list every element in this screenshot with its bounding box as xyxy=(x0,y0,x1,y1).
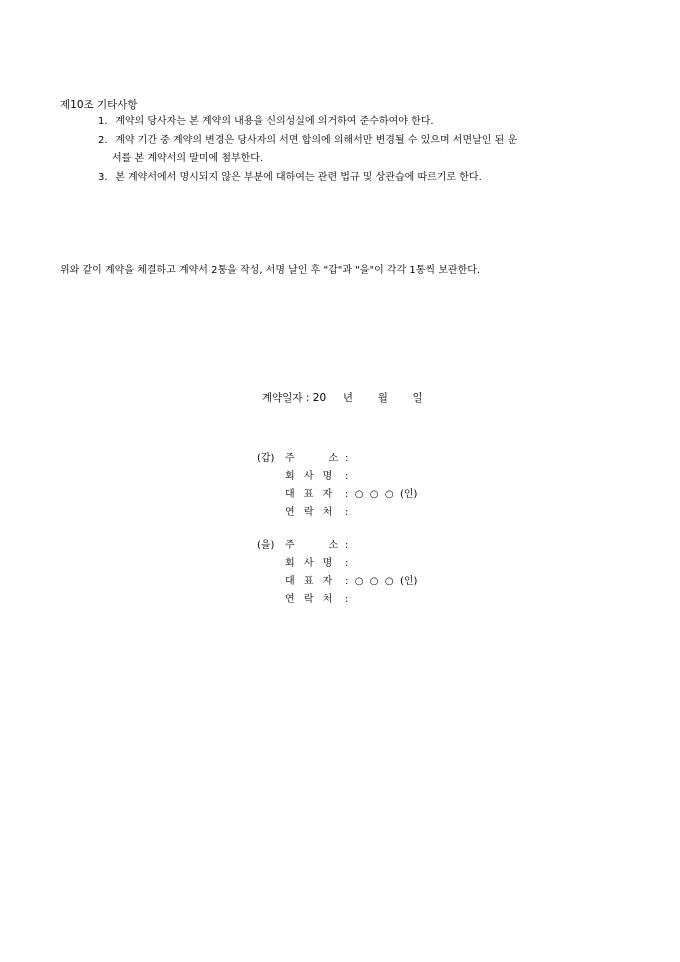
field-value: : xyxy=(345,453,349,464)
field-value: : ○ ○ ○ (인) xyxy=(345,489,418,500)
field-value: : xyxy=(345,540,349,551)
party-b-company xyxy=(285,554,348,569)
clause-3 xyxy=(98,171,482,185)
clause-text: 계약의 당사자는 본 계약의 내용을 신의성실에 의거하여 준수하여야 한다. xyxy=(115,116,434,127)
field-value: : xyxy=(345,558,349,569)
field-label: 회 사 명 xyxy=(285,471,336,482)
party-a-representative xyxy=(285,485,417,500)
field-value: : xyxy=(345,507,349,518)
article-title: 제10조 기타사항 xyxy=(60,99,138,111)
contract-date xyxy=(262,390,423,405)
field-value: : xyxy=(345,594,349,605)
contract-date-year: 년 xyxy=(342,392,353,404)
field-label: 연 락 처 xyxy=(285,507,336,518)
clause-1 xyxy=(98,115,434,129)
party-b-contact xyxy=(285,590,348,605)
party-a-label: (갑) xyxy=(257,453,275,464)
clause-text: 계약 기간 중 계약의 변경은 당사자의 서면 합의에 의해서만 변경될 수 있으며 서면날인 된 운 xyxy=(115,135,518,146)
clause-number: 2. xyxy=(98,135,108,146)
party-b-label: (을) xyxy=(257,540,275,551)
contract-date-label: 계약일자 : 20 xyxy=(262,392,327,404)
field-label: 주 소 xyxy=(285,453,342,464)
party-b-representative xyxy=(285,572,417,587)
field-value: : xyxy=(345,471,349,482)
party-a-address xyxy=(285,449,348,464)
clause-number: 3. xyxy=(98,172,108,183)
party-a-company xyxy=(285,467,348,482)
field-label: 대 표 자 xyxy=(285,489,336,500)
contract-date-month: 월 xyxy=(377,392,388,404)
party-b-address xyxy=(285,536,348,551)
clause-text: 본 계약서에서 명시되지 않은 부분에 대하여는 관련 법규 및 상관습에 따르기로 한다. xyxy=(115,172,482,183)
party-a-contact xyxy=(285,503,348,518)
closing-statement: 위와 같이 계약을 체결하고 계약서 2통을 작성, 서명 날인 후 "갑"과 "을"이 각각 1통씩 보관한다. xyxy=(60,265,481,276)
field-label: 회 사 명 xyxy=(285,558,336,569)
field-value: : ○ ○ ○ (인) xyxy=(345,576,418,587)
field-label: 주 소 xyxy=(285,540,342,551)
field-label: 대 표 자 xyxy=(285,576,336,587)
contract-date-day: 일 xyxy=(412,392,423,404)
clause-number: 1. xyxy=(98,116,108,127)
clause-2-continuation: 서를 본 계약서의 말미에 첨부한다. xyxy=(112,153,264,164)
field-label: 연 락 처 xyxy=(285,594,336,605)
clause-2 xyxy=(98,134,517,148)
